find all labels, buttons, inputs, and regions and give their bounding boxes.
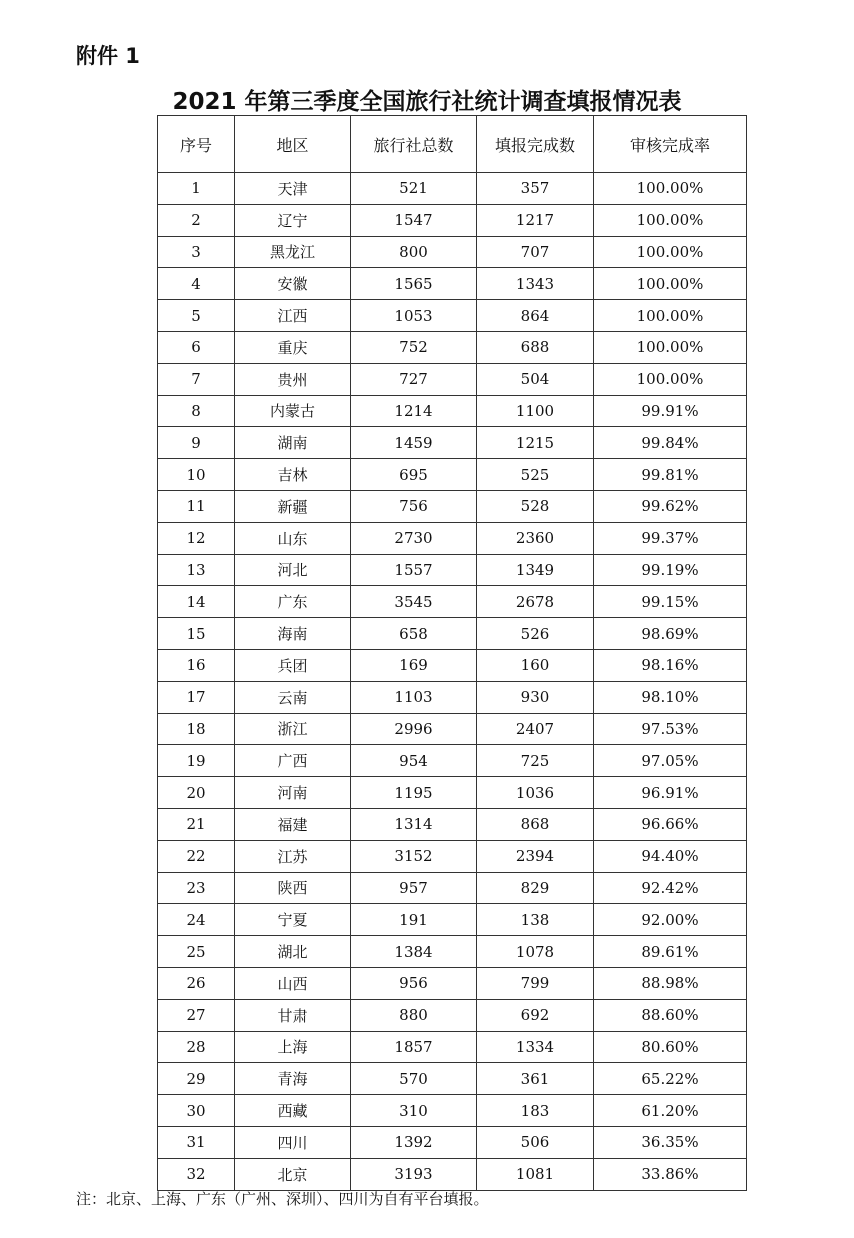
cell-filled-count: 1100 — [477, 395, 594, 427]
cell-region: 重庆 — [235, 331, 351, 363]
cell-filled-count: 506 — [477, 1126, 594, 1158]
cell-review-rate: 100.00% — [594, 204, 747, 236]
table-row — [158, 395, 747, 427]
table-row — [158, 999, 747, 1031]
cell-index: 15 — [158, 618, 235, 650]
cell-index: 5 — [158, 300, 235, 332]
table-row — [158, 936, 747, 968]
cell-filled-count: 160 — [477, 649, 594, 681]
cell-region: 辽宁 — [235, 204, 351, 236]
cell-review-rate: 33.86% — [594, 1158, 747, 1190]
table-row — [158, 1063, 747, 1095]
cell-region: 江西 — [235, 300, 351, 332]
table-body — [158, 173, 747, 1191]
cell-region: 山东 — [235, 522, 351, 554]
cell-review-rate: 100.00% — [594, 331, 747, 363]
cell-review-rate: 88.60% — [594, 999, 747, 1031]
cell-review-rate: 65.22% — [594, 1063, 747, 1095]
cell-index: 27 — [158, 999, 235, 1031]
cell-index: 29 — [158, 1063, 235, 1095]
cell-region: 江苏 — [235, 840, 351, 872]
cell-filled-count: 1215 — [477, 427, 594, 459]
cell-filled-count: 361 — [477, 1063, 594, 1095]
table-row — [158, 1095, 747, 1127]
cell-total-agencies: 954 — [351, 745, 477, 777]
cell-filled-count: 707 — [477, 236, 594, 268]
page-title: 2021 年第三季度全国旅行社统计调查填报情况表 — [172, 89, 682, 115]
cell-region: 吉林 — [235, 459, 351, 491]
cell-review-rate: 99.37% — [594, 522, 747, 554]
cell-review-rate: 97.53% — [594, 713, 747, 745]
cell-index: 10 — [158, 459, 235, 491]
cell-index: 8 — [158, 395, 235, 427]
cell-review-rate: 92.00% — [594, 904, 747, 936]
table-row — [158, 586, 747, 618]
cell-total-agencies: 1565 — [351, 268, 477, 300]
cell-total-agencies: 1053 — [351, 300, 477, 332]
cell-review-rate: 97.05% — [594, 745, 747, 777]
cell-index: 14 — [158, 586, 235, 618]
header-region: 地区 — [235, 116, 351, 173]
cell-review-rate: 99.19% — [594, 554, 747, 586]
cell-total-agencies: 1459 — [351, 427, 477, 459]
cell-region: 山西 — [235, 967, 351, 999]
cell-filled-count: 528 — [477, 490, 594, 522]
cell-filled-count: 526 — [477, 618, 594, 650]
cell-total-agencies: 1103 — [351, 681, 477, 713]
cell-region: 宁夏 — [235, 904, 351, 936]
cell-review-rate: 89.61% — [594, 936, 747, 968]
cell-region: 黑龙江 — [235, 236, 351, 268]
cell-index: 28 — [158, 1031, 235, 1063]
cell-total-agencies: 800 — [351, 236, 477, 268]
cell-filled-count: 829 — [477, 872, 594, 904]
table-row — [158, 236, 747, 268]
cell-review-rate: 100.00% — [594, 363, 747, 395]
cell-region: 甘肃 — [235, 999, 351, 1031]
table-row — [158, 808, 747, 840]
cell-filled-count: 2678 — [477, 586, 594, 618]
cell-index: 12 — [158, 522, 235, 554]
table-row — [158, 459, 747, 491]
cell-total-agencies: 2996 — [351, 713, 477, 745]
table-row — [158, 490, 747, 522]
cell-total-agencies: 570 — [351, 1063, 477, 1095]
cell-filled-count: 930 — [477, 681, 594, 713]
cell-total-agencies: 3152 — [351, 840, 477, 872]
cell-review-rate: 99.62% — [594, 490, 747, 522]
cell-review-rate: 80.60% — [594, 1031, 747, 1063]
statistics-table — [157, 115, 747, 1191]
table-row — [158, 840, 747, 872]
cell-review-rate: 99.81% — [594, 459, 747, 491]
cell-filled-count: 2394 — [477, 840, 594, 872]
cell-review-rate: 96.66% — [594, 808, 747, 840]
cell-filled-count: 525 — [477, 459, 594, 491]
cell-review-rate: 100.00% — [594, 173, 747, 205]
cell-index: 32 — [158, 1158, 235, 1190]
cell-index: 9 — [158, 427, 235, 459]
cell-region: 内蒙古 — [235, 395, 351, 427]
cell-filled-count: 868 — [477, 808, 594, 840]
cell-region: 广东 — [235, 586, 351, 618]
cell-filled-count: 2360 — [477, 522, 594, 554]
table-row — [158, 204, 747, 236]
table-row — [158, 713, 747, 745]
cell-review-rate: 100.00% — [594, 300, 747, 332]
cell-filled-count: 799 — [477, 967, 594, 999]
cell-filled-count: 725 — [477, 745, 594, 777]
cell-review-rate: 98.69% — [594, 618, 747, 650]
cell-filled-count: 1343 — [477, 268, 594, 300]
cell-index: 26 — [158, 967, 235, 999]
cell-filled-count: 1217 — [477, 204, 594, 236]
cell-filled-count: 138 — [477, 904, 594, 936]
cell-index: 11 — [158, 490, 235, 522]
table-row — [158, 331, 747, 363]
cell-index: 19 — [158, 745, 235, 777]
cell-index: 16 — [158, 649, 235, 681]
table-row — [158, 522, 747, 554]
cell-review-rate: 99.91% — [594, 395, 747, 427]
cell-total-agencies: 695 — [351, 459, 477, 491]
cell-region: 福建 — [235, 808, 351, 840]
cell-review-rate: 88.98% — [594, 967, 747, 999]
table-row — [158, 872, 747, 904]
cell-total-agencies: 880 — [351, 999, 477, 1031]
cell-total-agencies: 1195 — [351, 777, 477, 809]
cell-index: 2 — [158, 204, 235, 236]
cell-filled-count: 1036 — [477, 777, 594, 809]
cell-review-rate: 61.20% — [594, 1095, 747, 1127]
table-row — [158, 649, 747, 681]
cell-total-agencies: 957 — [351, 872, 477, 904]
cell-region: 海南 — [235, 618, 351, 650]
cell-region: 安徽 — [235, 268, 351, 300]
cell-total-agencies: 1547 — [351, 204, 477, 236]
cell-total-agencies: 2730 — [351, 522, 477, 554]
cell-region: 湖南 — [235, 427, 351, 459]
cell-review-rate: 96.91% — [594, 777, 747, 809]
cell-total-agencies: 658 — [351, 618, 477, 650]
cell-review-rate: 100.00% — [594, 268, 747, 300]
cell-index: 22 — [158, 840, 235, 872]
cell-region: 浙江 — [235, 713, 351, 745]
table-row — [158, 777, 747, 809]
table-row — [158, 1126, 747, 1158]
cell-region: 上海 — [235, 1031, 351, 1063]
cell-total-agencies: 3545 — [351, 586, 477, 618]
cell-review-rate: 94.40% — [594, 840, 747, 872]
cell-total-agencies: 956 — [351, 967, 477, 999]
cell-filled-count: 357 — [477, 173, 594, 205]
cell-index: 4 — [158, 268, 235, 300]
cell-total-agencies: 1557 — [351, 554, 477, 586]
cell-index: 21 — [158, 808, 235, 840]
cell-index: 31 — [158, 1126, 235, 1158]
cell-review-rate: 98.10% — [594, 681, 747, 713]
cell-total-agencies: 191 — [351, 904, 477, 936]
table-row — [158, 268, 747, 300]
cell-region: 新疆 — [235, 490, 351, 522]
cell-region: 河北 — [235, 554, 351, 586]
cell-region: 西藏 — [235, 1095, 351, 1127]
table-row — [158, 1031, 747, 1063]
cell-index: 23 — [158, 872, 235, 904]
cell-region: 四川 — [235, 1126, 351, 1158]
cell-region: 云南 — [235, 681, 351, 713]
attachment-label: 附件 1 — [76, 44, 140, 68]
cell-review-rate: 98.16% — [594, 649, 747, 681]
table-row — [158, 427, 747, 459]
table-row — [158, 363, 747, 395]
cell-region: 青海 — [235, 1063, 351, 1095]
cell-review-rate: 92.42% — [594, 872, 747, 904]
cell-total-agencies: 1392 — [351, 1126, 477, 1158]
cell-total-agencies: 1384 — [351, 936, 477, 968]
table-row — [158, 745, 747, 777]
cell-total-agencies: 1214 — [351, 395, 477, 427]
footnote: 注：北京、上海、广东（广州、深圳）、四川为自有平台填报。 — [76, 1190, 489, 1208]
cell-index: 6 — [158, 331, 235, 363]
cell-index: 25 — [158, 936, 235, 968]
cell-review-rate: 36.35% — [594, 1126, 747, 1158]
cell-region: 广西 — [235, 745, 351, 777]
table-row — [158, 300, 747, 332]
cell-filled-count: 688 — [477, 331, 594, 363]
cell-index: 30 — [158, 1095, 235, 1127]
cell-filled-count: 1078 — [477, 936, 594, 968]
cell-total-agencies: 1857 — [351, 1031, 477, 1063]
cell-total-agencies: 521 — [351, 173, 477, 205]
cell-region: 兵团 — [235, 649, 351, 681]
header-review-rate: 审核完成率 — [594, 116, 747, 173]
header-total-agencies: 旅行社总数 — [351, 116, 477, 173]
cell-region: 陕西 — [235, 872, 351, 904]
cell-filled-count: 183 — [477, 1095, 594, 1127]
table-row — [158, 618, 747, 650]
cell-index: 1 — [158, 173, 235, 205]
cell-review-rate: 100.00% — [594, 236, 747, 268]
cell-filled-count: 504 — [477, 363, 594, 395]
table-header-row — [158, 116, 747, 173]
cell-review-rate: 99.15% — [594, 586, 747, 618]
cell-total-agencies: 3193 — [351, 1158, 477, 1190]
cell-total-agencies: 1314 — [351, 808, 477, 840]
cell-total-agencies: 727 — [351, 363, 477, 395]
cell-filled-count: 1081 — [477, 1158, 594, 1190]
cell-filled-count: 864 — [477, 300, 594, 332]
cell-index: 20 — [158, 777, 235, 809]
cell-review-rate: 99.84% — [594, 427, 747, 459]
cell-index: 7 — [158, 363, 235, 395]
table-row — [158, 554, 747, 586]
cell-filled-count: 2407 — [477, 713, 594, 745]
header-index: 序号 — [158, 116, 235, 173]
cell-total-agencies: 310 — [351, 1095, 477, 1127]
cell-region: 天津 — [235, 173, 351, 205]
cell-index: 17 — [158, 681, 235, 713]
cell-index: 24 — [158, 904, 235, 936]
table-row — [158, 904, 747, 936]
cell-filled-count: 1349 — [477, 554, 594, 586]
cell-index: 3 — [158, 236, 235, 268]
cell-region: 湖北 — [235, 936, 351, 968]
table-row — [158, 1158, 747, 1190]
cell-region: 北京 — [235, 1158, 351, 1190]
cell-total-agencies: 169 — [351, 649, 477, 681]
cell-index: 18 — [158, 713, 235, 745]
cell-total-agencies: 752 — [351, 331, 477, 363]
table-row — [158, 967, 747, 999]
cell-filled-count: 1334 — [477, 1031, 594, 1063]
cell-filled-count: 692 — [477, 999, 594, 1031]
header-filled-count: 填报完成数 — [477, 116, 594, 173]
cell-total-agencies: 756 — [351, 490, 477, 522]
cell-region: 贵州 — [235, 363, 351, 395]
cell-index: 13 — [158, 554, 235, 586]
table-row — [158, 173, 747, 205]
table-row — [158, 681, 747, 713]
cell-region: 河南 — [235, 777, 351, 809]
